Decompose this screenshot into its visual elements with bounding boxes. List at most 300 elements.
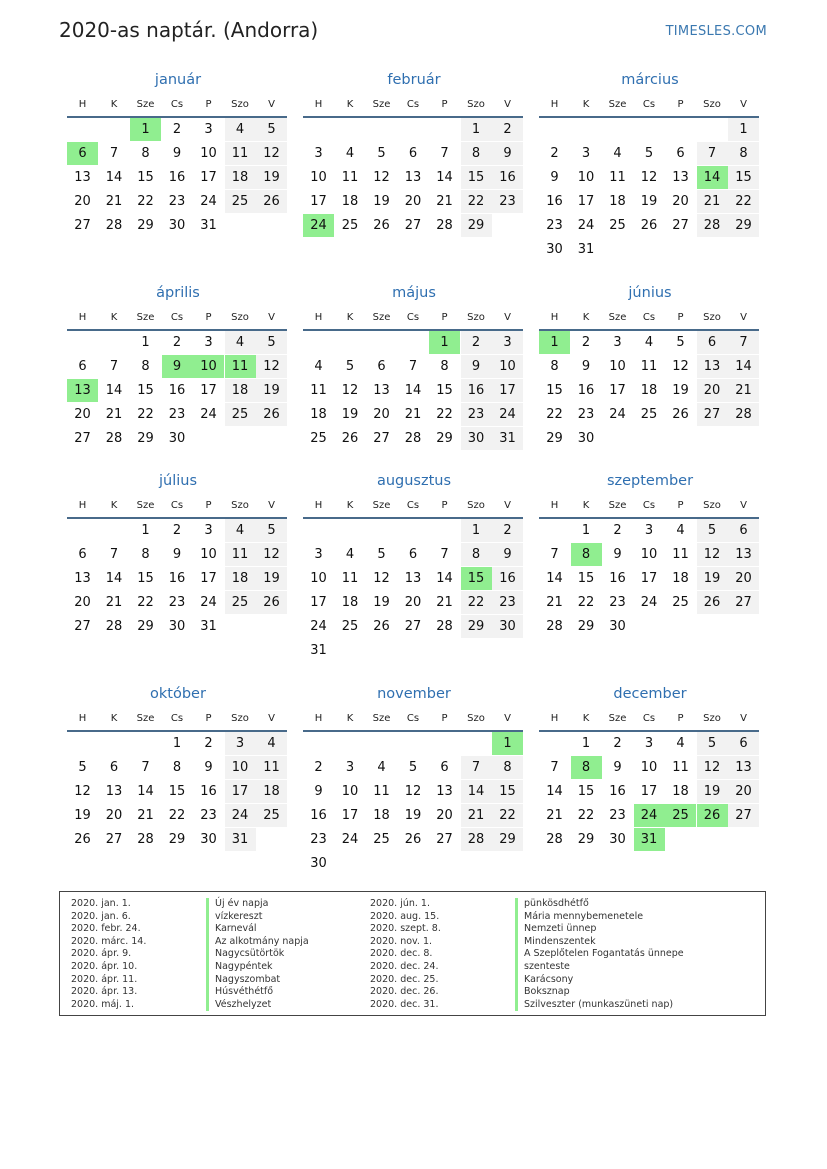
day-cell: 4: [345, 547, 355, 562]
day-cell: 16: [168, 571, 186, 586]
day-cell: 22: [492, 804, 523, 827]
day-cell: 22: [137, 595, 154, 610]
day-cell: 28: [105, 218, 123, 233]
weekday-label: Szo: [467, 312, 485, 323]
weekday-label: Szo: [467, 500, 485, 511]
day-cell: 20: [728, 567, 759, 590]
day-cell: 17: [310, 194, 327, 209]
day-cell: 20: [697, 379, 728, 402]
day-cell: 24: [609, 407, 626, 422]
legend-date: 2020. márc. 14.: [71, 935, 147, 947]
brand-link[interactable]: TIMESLES.COM: [665, 24, 767, 39]
day-cell: 15: [137, 170, 154, 185]
legend-date: 2020. jan. 1.: [71, 898, 131, 909]
weekday-label: Sze: [608, 99, 627, 110]
day-cell: 12: [256, 355, 287, 378]
day-cell: 19: [256, 567, 287, 590]
day-cell: 27: [373, 431, 390, 446]
weekday-label: P: [205, 500, 212, 511]
day-cell: 2: [461, 331, 492, 354]
weekday-label: K: [110, 99, 118, 110]
day-cell: 7: [728, 331, 759, 354]
day-cell: 6: [78, 547, 87, 562]
page-title: 2020-as naptár. (Andorra): [59, 18, 319, 42]
day-cell: 10: [200, 146, 217, 161]
day-cell: 21: [404, 407, 422, 422]
day-cell: 19: [256, 379, 287, 402]
weekday-label: Sze: [372, 713, 391, 724]
day-cell: 4: [676, 523, 685, 538]
month-name: november: [377, 686, 451, 702]
day-cell: 21: [461, 804, 492, 827]
day-cell: 20: [74, 595, 91, 610]
day-cell: 5: [408, 760, 418, 775]
day-cell: 29: [728, 214, 759, 237]
weekday-label: Sze: [136, 713, 155, 724]
day-cell: 25: [256, 804, 287, 827]
day-cell: 5: [78, 760, 87, 775]
day-cell: 15: [728, 166, 759, 189]
day-cell: 18: [310, 407, 327, 422]
day-cell: 7: [109, 146, 119, 161]
holiday-cell: 11: [225, 355, 256, 378]
legend-date: 2020. ápr. 13.: [71, 986, 138, 998]
day-cell: 28: [546, 832, 563, 847]
weekday-label: Sze: [608, 500, 627, 511]
weekday-label: Szo: [231, 500, 249, 511]
day-cell: 14: [404, 383, 422, 398]
legend-date: 2020. jún. 1.: [370, 898, 431, 909]
day-cell: 24: [341, 832, 359, 847]
day-cell: 17: [310, 595, 327, 610]
day-cell: 2: [613, 523, 622, 538]
day-cell: 11: [256, 756, 287, 779]
day-cell: 9: [172, 146, 182, 161]
day-cell: 25: [672, 595, 689, 610]
month-1: [67, 72, 289, 262]
day-cell: 24: [200, 407, 217, 422]
day-cell: 23: [310, 832, 327, 847]
day-cell: 12: [256, 543, 287, 566]
day-cell: 13: [373, 383, 390, 398]
day-cell: 26: [373, 218, 390, 233]
day-cell: 27: [74, 218, 91, 233]
day-cell: 26: [697, 591, 728, 614]
legend-date: 2020. dec. 26.: [370, 986, 439, 998]
legend-date: 2020. ápr. 10.: [71, 961, 138, 972]
day-cell: 23: [577, 407, 595, 422]
day-cell: 19: [404, 808, 422, 823]
legend-holiday-name: Mária mennybemenetele: [515, 911, 643, 924]
day-cell: 30: [577, 431, 595, 446]
day-cell: 9: [613, 547, 622, 562]
day-cell: 24: [640, 595, 658, 610]
day-cell: 24: [310, 619, 327, 634]
month-name: december: [613, 686, 687, 702]
day-cell: 13: [697, 355, 728, 378]
day-cell: 10: [609, 359, 626, 374]
day-cell: 21: [728, 379, 759, 402]
weekday-label: K: [110, 312, 118, 323]
weekday-label: V: [268, 312, 275, 323]
day-cell: 28: [546, 619, 563, 634]
weekday-label: Cs: [170, 312, 184, 323]
day-cell: 14: [137, 784, 154, 799]
month-10: [67, 686, 289, 876]
day-cell: 20: [404, 595, 422, 610]
weekday-label: P: [677, 713, 684, 724]
legend-holiday-name: Mindenszentek: [515, 936, 596, 949]
day-cell: 14: [436, 170, 453, 185]
weekday-label: Cs: [406, 500, 420, 511]
day-cell: 5: [644, 146, 654, 161]
day-cell: 29: [546, 431, 563, 446]
day-cell: 1: [172, 736, 182, 751]
day-cell: 25: [640, 407, 658, 422]
day-cell: 2: [172, 523, 182, 538]
day-cell: 10: [310, 170, 327, 185]
weekday-label: Szo: [703, 500, 721, 511]
day-cell: 22: [137, 194, 154, 209]
day-cell: 15: [461, 166, 492, 189]
weekday-label: P: [677, 312, 684, 323]
weekday-label: K: [582, 99, 590, 110]
day-cell: 20: [728, 780, 759, 803]
day-cell: 3: [314, 547, 323, 562]
day-cell: 23: [461, 403, 492, 426]
day-cell: 4: [644, 335, 654, 350]
day-cell: 29: [461, 615, 492, 638]
month-name: szeptember: [606, 473, 694, 489]
day-cell: 14: [546, 784, 563, 799]
day-cell: 11: [609, 170, 626, 185]
day-cell: 11: [373, 784, 390, 799]
day-cell: 15: [137, 571, 154, 586]
weekday-label: V: [740, 713, 747, 724]
day-cell: 4: [256, 732, 287, 755]
day-cell: 29: [577, 619, 595, 634]
weekday-label: Cs: [642, 500, 656, 511]
legend-holiday-name: Az alkotmány napja: [206, 936, 309, 949]
day-cell: 10: [640, 760, 658, 775]
day-cell: 6: [697, 331, 728, 354]
legend-holiday-name: Nagycsütörtök: [206, 948, 284, 961]
weekday-label: P: [441, 99, 448, 110]
day-cell: 3: [581, 146, 591, 161]
legend-holiday-name: Nemzeti ünnep: [515, 923, 596, 936]
day-cell: 21: [105, 194, 123, 209]
day-cell: 16: [461, 379, 492, 402]
weekday-label: Szo: [703, 713, 721, 724]
day-cell: 3: [644, 523, 654, 538]
day-cell: 14: [105, 571, 123, 586]
day-cell: 17: [640, 571, 658, 586]
weekday-label: V: [268, 500, 275, 511]
day-cell: 19: [373, 595, 390, 610]
day-cell: 12: [373, 571, 390, 586]
day-cell: 19: [697, 780, 728, 803]
weekday-label: K: [110, 713, 118, 724]
weekday-label: H: [314, 312, 323, 323]
header-divider: [539, 116, 759, 118]
day-cell: 11: [341, 571, 359, 586]
day-cell: 13: [74, 571, 91, 586]
day-cell: 5: [697, 519, 728, 542]
day-cell: 30: [546, 242, 563, 257]
day-cell: 5: [377, 146, 386, 161]
day-cell: 2: [492, 519, 523, 542]
day-cell: 1: [141, 523, 150, 538]
day-cell: 12: [256, 142, 287, 165]
day-cell: 10: [640, 547, 658, 562]
day-cell: 21: [546, 808, 563, 823]
weekday-label: Cs: [170, 713, 184, 724]
day-cell: 1: [461, 118, 492, 141]
weekday-label: H: [78, 500, 87, 511]
holiday-cell: 8: [571, 756, 602, 779]
day-cell: 15: [137, 383, 154, 398]
day-cell: 7: [141, 760, 150, 775]
day-cell: 19: [373, 194, 390, 209]
day-cell: 22: [168, 808, 186, 823]
day-cell: 22: [577, 595, 595, 610]
weekday-label: H: [314, 500, 323, 511]
weekday-label: H: [314, 713, 323, 724]
day-cell: 21: [436, 194, 453, 209]
day-cell: 4: [345, 146, 355, 161]
holiday-cell: 1: [429, 331, 460, 354]
holiday-cell: 15: [461, 567, 492, 590]
day-cell: 20: [672, 194, 689, 209]
holiday-cell: 14: [697, 166, 728, 189]
day-cell: 28: [436, 218, 453, 233]
day-cell: 5: [345, 359, 355, 374]
day-cell: 25: [341, 619, 359, 634]
day-cell: 16: [609, 784, 626, 799]
day-cell: 10: [492, 355, 523, 378]
day-cell: 19: [341, 407, 359, 422]
legend-holiday-name: Szilveszter (munkaszüneti nap): [515, 999, 673, 1012]
weekday-label: Sze: [372, 99, 391, 110]
weekday-label: Sze: [136, 500, 155, 511]
day-cell: 13: [74, 170, 91, 185]
weekday-label: H: [550, 99, 559, 110]
day-cell: 17: [492, 379, 523, 402]
legend-date: 2020. dec. 8.: [370, 948, 433, 960]
day-cell: 24: [492, 403, 523, 426]
holiday-cell: 1: [539, 331, 570, 354]
weekday-label: Cs: [642, 99, 656, 110]
day-cell: 22: [461, 591, 492, 614]
holiday-cell: 31: [634, 828, 665, 851]
day-cell: 12: [672, 359, 689, 374]
day-cell: 1: [581, 736, 591, 751]
day-cell: 3: [644, 736, 654, 751]
weekday-label: P: [205, 99, 212, 110]
legend-holiday-name: Boksznap: [515, 986, 570, 999]
holiday-cell: 9: [162, 355, 193, 378]
weekday-label: Szo: [703, 312, 721, 323]
day-cell: 4: [225, 118, 256, 141]
weekday-label: V: [740, 312, 747, 323]
month-name: augusztus: [376, 473, 452, 489]
day-cell: 11: [341, 170, 359, 185]
day-cell: 10: [200, 547, 217, 562]
day-cell: 21: [105, 595, 123, 610]
legend-holiday-name: A Szeplőtelen Fogantatás ünnepe: [515, 948, 684, 961]
day-cell: 6: [676, 146, 685, 161]
day-cell: 22: [577, 808, 595, 823]
day-cell: 25: [341, 218, 359, 233]
day-cell: 28: [728, 403, 759, 426]
weekday-label: Cs: [406, 312, 420, 323]
day-cell: 20: [105, 808, 123, 823]
day-cell: 19: [672, 383, 689, 398]
day-cell: 17: [341, 808, 359, 823]
day-cell: 6: [728, 519, 759, 542]
day-cell: 16: [168, 170, 186, 185]
month-name: április: [156, 285, 200, 301]
day-cell: 20: [74, 407, 91, 422]
day-cell: 28: [105, 619, 123, 634]
weekday-label: Sze: [136, 312, 155, 323]
day-cell: 11: [640, 359, 658, 374]
day-cell: 19: [256, 166, 287, 189]
day-cell: 15: [577, 571, 595, 586]
weekday-label: V: [504, 500, 511, 511]
weekday-label: H: [550, 500, 559, 511]
day-cell: 20: [373, 407, 390, 422]
day-cell: 3: [314, 146, 323, 161]
weekday-label: K: [582, 500, 590, 511]
day-cell: 18: [672, 784, 689, 799]
day-cell: 28: [404, 431, 422, 446]
weekday-label: Szo: [231, 312, 249, 323]
weekday-label: P: [677, 99, 684, 110]
day-cell: 3: [225, 732, 256, 755]
day-cell: 2: [172, 122, 182, 137]
month-name: július: [158, 473, 198, 489]
day-cell: 18: [341, 194, 359, 209]
day-cell: 18: [225, 379, 256, 402]
day-cell: 25: [225, 190, 256, 213]
day-cell: 6: [109, 760, 119, 775]
day-cell: 7: [550, 547, 559, 562]
day-cell: 15: [436, 383, 453, 398]
weekday-label: Cs: [642, 713, 656, 724]
day-cell: 17: [609, 383, 626, 398]
day-cell: 17: [225, 780, 256, 803]
day-cell: 23: [168, 194, 186, 209]
month-11: [303, 686, 525, 876]
day-cell: 14: [105, 170, 123, 185]
day-cell: 5: [377, 547, 386, 562]
day-cell: 23: [168, 407, 186, 422]
day-cell: 21: [546, 595, 563, 610]
day-cell: 30: [492, 615, 523, 638]
holiday-cell: 24: [303, 214, 334, 237]
day-cell: 9: [314, 784, 323, 799]
day-cell: 29: [168, 832, 186, 847]
day-cell: 16: [168, 383, 186, 398]
day-cell: 11: [310, 383, 327, 398]
day-cell: 8: [172, 760, 182, 775]
day-cell: 16: [492, 567, 523, 590]
weekday-label: Cs: [170, 99, 184, 110]
day-cell: 15: [546, 383, 563, 398]
day-cell: 12: [697, 756, 728, 779]
weekday-label: H: [550, 713, 559, 724]
day-cell: 30: [609, 619, 626, 634]
day-cell: 11: [672, 760, 689, 775]
day-cell: 31: [492, 427, 523, 450]
day-cell: 15: [492, 780, 523, 803]
weekday-label: V: [740, 500, 747, 511]
month-9: [539, 473, 761, 663]
day-cell: 7: [550, 760, 559, 775]
weekday-label: Szo: [231, 713, 249, 724]
day-cell: 20: [404, 194, 422, 209]
day-cell: 1: [581, 523, 591, 538]
day-cell: 18: [640, 383, 658, 398]
day-cell: 27: [74, 619, 91, 634]
day-cell: 5: [697, 732, 728, 755]
legend-date: 2020. dec. 24.: [370, 961, 439, 972]
day-cell: 22: [461, 190, 492, 213]
day-cell: 3: [345, 760, 355, 775]
month-name: február: [387, 72, 441, 88]
day-cell: 2: [581, 335, 591, 350]
day-cell: 2: [613, 736, 622, 751]
day-cell: 16: [577, 383, 595, 398]
weekday-label: K: [346, 312, 354, 323]
day-cell: 31: [200, 619, 217, 634]
day-cell: 27: [74, 431, 91, 446]
holiday-cell: 6: [67, 142, 98, 165]
day-cell: 5: [256, 118, 287, 141]
day-cell: 1: [141, 335, 150, 350]
weekday-label: H: [314, 99, 323, 110]
day-cell: 26: [256, 403, 287, 426]
day-cell: 24: [577, 218, 595, 233]
day-cell: 12: [74, 784, 91, 799]
legend-date: 2020. ápr. 9.: [71, 948, 132, 960]
month-name: március: [621, 72, 679, 88]
day-cell: 23: [492, 591, 523, 614]
day-cell: 31: [200, 218, 217, 233]
day-cell: 4: [676, 736, 685, 751]
day-cell: 10: [310, 571, 327, 586]
day-cell: 8: [461, 543, 492, 566]
day-cell: 27: [404, 619, 422, 634]
day-cell: 10: [341, 784, 359, 799]
day-cell: 7: [440, 547, 449, 562]
day-cell: 7: [109, 359, 119, 374]
day-cell: 6: [408, 547, 418, 562]
day-cell: 11: [225, 543, 256, 566]
weekday-label: K: [346, 500, 354, 511]
day-cell: 9: [613, 760, 622, 775]
day-cell: 13: [404, 571, 422, 586]
legend-holiday-name: vízkereszt: [206, 911, 262, 924]
day-cell: 3: [204, 335, 213, 350]
day-cell: 26: [74, 832, 91, 847]
day-cell: 29: [492, 828, 523, 851]
day-cell: 27: [436, 832, 453, 847]
weekday-label: Cs: [642, 312, 656, 323]
day-cell: 8: [141, 547, 150, 562]
day-cell: 3: [492, 331, 523, 354]
